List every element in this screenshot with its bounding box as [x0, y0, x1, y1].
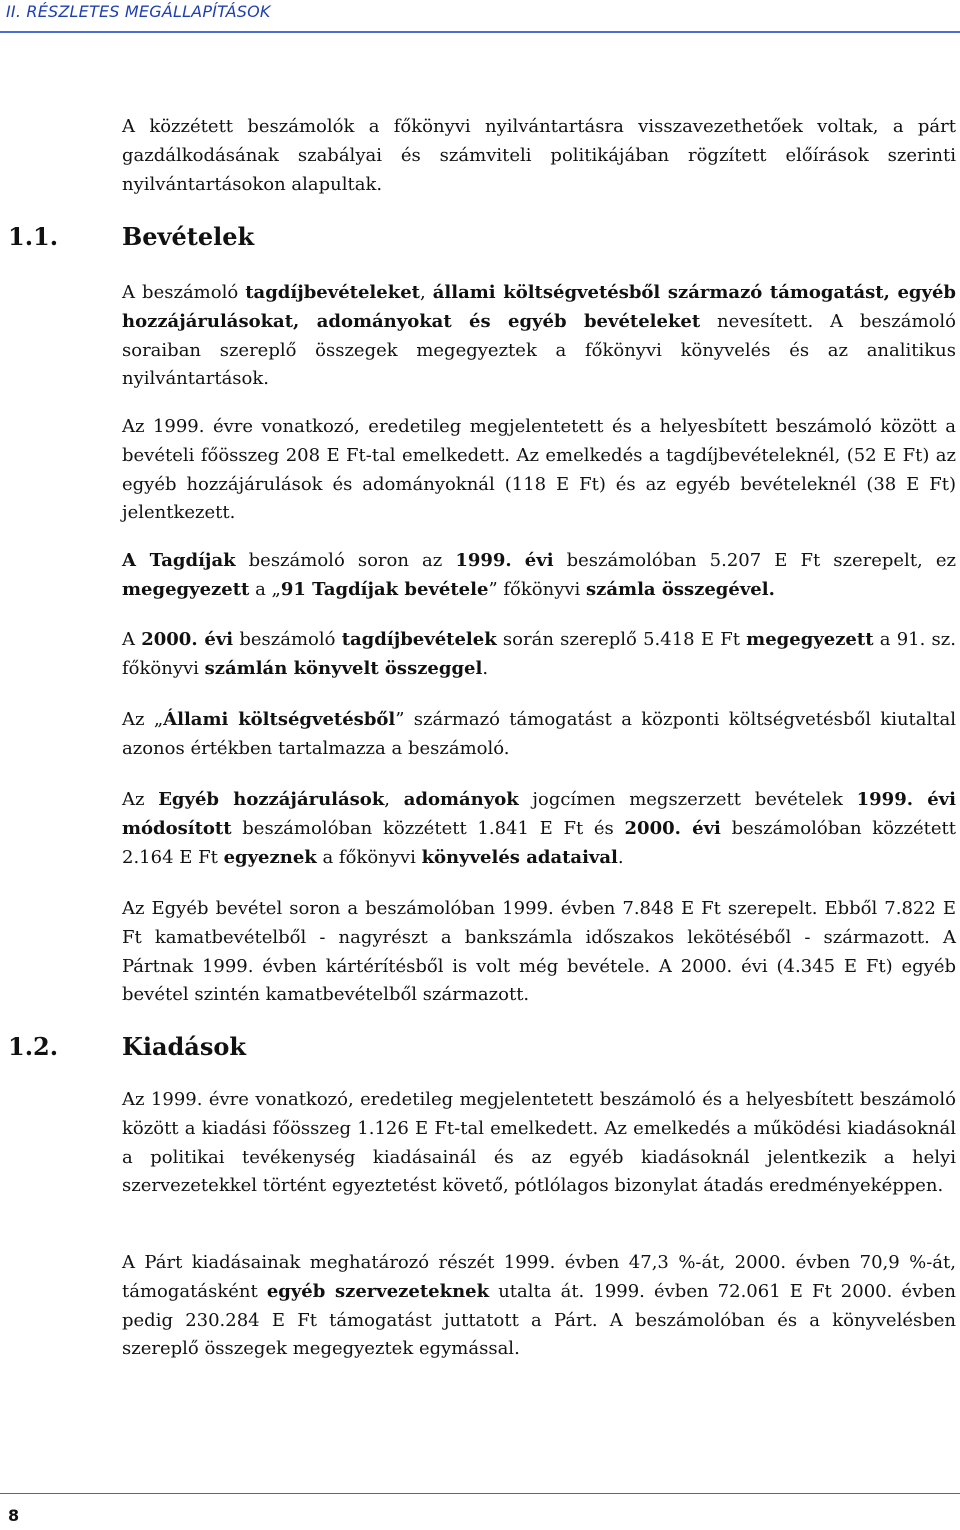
- text: ” főkönyvi: [488, 578, 587, 600]
- bold-text: adományok: [403, 789, 519, 810]
- text: ,: [419, 282, 433, 303]
- text: beszámolóban 5.207 E Ft szerepelt, ez: [553, 550, 956, 571]
- text: utalta át. 1999. évben 72.061 E Ft 2000. évben pedig 230.284 E Ft támogatást juttatott a Párt. A beszámolóban és a könyvelésben szereplő összegek megegyeztek egymással.: [122, 1280, 957, 1360]
- bold-text: 2000. évi: [624, 817, 721, 839]
- paragraph: [122, 786, 956, 872]
- bold-text: évi: [524, 550, 554, 571]
- text: A Párt kiadásainak meghatározó részét 1999. évben 47,3 %-át, 2000. évben 70,9 %-át, támogatásként: [122, 1252, 956, 1302]
- section-title: Bevételek: [122, 222, 255, 251]
- header-rule: [0, 31, 960, 33]
- bold-text: 1999.: [455, 550, 512, 571]
- footer-rule: [0, 1493, 960, 1494]
- bold-text: 91 Tagdíjak bevétele: [280, 578, 489, 600]
- text: nevesített. A beszámoló soraiban szereplő összegek megegyeztek a főkönyvi könyvelés és az analitikus nyilvántartások.: [122, 310, 956, 390]
- page-number: 8: [8, 1506, 20, 1525]
- text: során szereplő 5.418 E Ft: [496, 629, 747, 650]
- paragraph: [122, 895, 956, 1010]
- text: A közzétett beszámolók a főkönyvi nyilvántartásra visszavezethetőek voltak, a párt gazdálkodásának szabályai és számviteli politikájában rögzített előírások szerinti nyilvántartásokon alapultak.: [122, 116, 956, 195]
- text: a 91. sz. főkönyvi: [122, 629, 956, 679]
- section-title: Kiadások: [122, 1032, 247, 1061]
- bold-text: Egyéb hozzájárulások: [158, 789, 385, 810]
- intro-paragraph: [122, 113, 956, 199]
- bold-text: számla összegével.: [586, 578, 775, 600]
- paragraph: [122, 626, 956, 684]
- page-header: II. RÉSZLETES MEGÁLLAPÍTÁSOK: [6, 2, 271, 21]
- paragraph: [122, 1249, 956, 1364]
- text: [512, 550, 525, 571]
- paragraph: [122, 706, 956, 764]
- text: ” származó támogatást a központi költségvetésből kiutaltal azonos értékben tartalmazza a beszámoló.: [122, 709, 956, 759]
- bold-text: egyeznek: [223, 846, 317, 868]
- bold-text: egyéb szervezeteknek: [266, 1280, 490, 1302]
- bold-text: A Tagdíjak: [122, 550, 236, 571]
- text: beszámolóban közzétett 1.841 E Ft és: [231, 817, 625, 839]
- text: jogcímen megszerzett bevételek: [518, 789, 857, 810]
- bold-text: megegyezett: [122, 578, 250, 600]
- text: A: [122, 629, 142, 650]
- text: Az: [122, 789, 159, 810]
- section-number: 1.1.: [8, 222, 59, 251]
- bold-text: tagdíjbevételek: [341, 629, 497, 650]
- bold-text: számlán könyvelt összeggel: [204, 657, 483, 679]
- text: a „: [249, 578, 281, 600]
- bold-text: 2000. évi: [141, 629, 234, 650]
- text: Az 1999. évre vonatkozó, eredetileg megjelentetett beszámoló és a helyesbített beszámoló között a kiadási főösszeg 1.126 E Ft-tal emelkedett. Az emelkedés a működési kiadásoknál a politikai tevékenység kiadásainál és az egyéb kiadásoknál jelentkezik a helyi szervezetekkel történt egyeztetést követő, pótlólagos bizonylat átadás eredményeképpen.: [122, 1089, 956, 1197]
- text: Az Egyéb bevétel soron a beszámolóban 1999. évben 7.848 E Ft szerepelt. Ebből 7.822 E Ft kamatbevételből - nagyrészt a bankszámla időszakos lekötéséből - származott. A Pártnak 1999. évben kártérítésből is volt még bevétele. A 2000. évi (4.345 E Ft) egyéb bevétel szintén kamatbevételből származott.: [122, 898, 956, 1006]
- bold-text: tagdíjbevételeket: [245, 282, 420, 303]
- text: ,: [384, 789, 404, 810]
- text: beszámoló soron az: [235, 550, 456, 571]
- text: beszámoló: [233, 629, 342, 650]
- text: a főkönyvi: [316, 846, 422, 868]
- bold-text: Állami költségvetésből: [163, 709, 396, 730]
- bold-text: állami költségvetésből származó támogatást, egyéb hozzájárulásokat, adományokat és egyéb bevételeket: [122, 282, 956, 332]
- text: .: [617, 846, 624, 868]
- bold-text: 1999. évi módosított: [122, 789, 956, 839]
- text: Az 1999. évre vonatkozó, eredetileg megjelentetett és a helyesbített beszámoló között a bevételi főösszeg 208 E Ft-tal emelkedett. Az emelkedés a tagdíjbevételeknél, (52 E Ft) az egyéb hozzájárulások és adományoknál (118 E Ft) és az egyéb bevételeknél (38 E Ft) jelentkezett.: [122, 416, 956, 524]
- text: .: [482, 657, 489, 679]
- section-number: 1.2.: [8, 1032, 59, 1061]
- paragraph: [122, 413, 956, 528]
- paragraph: [122, 547, 956, 605]
- bold-text: megegyezett: [746, 629, 874, 650]
- text: beszámolóban közzétett 2.164 E Ft: [122, 817, 956, 868]
- paragraph: [122, 1086, 956, 1201]
- paragraph: [122, 279, 956, 394]
- text: A beszámoló: [122, 282, 246, 303]
- text: Az „: [122, 709, 164, 730]
- bold-text: könyvelés adataival: [421, 846, 618, 868]
